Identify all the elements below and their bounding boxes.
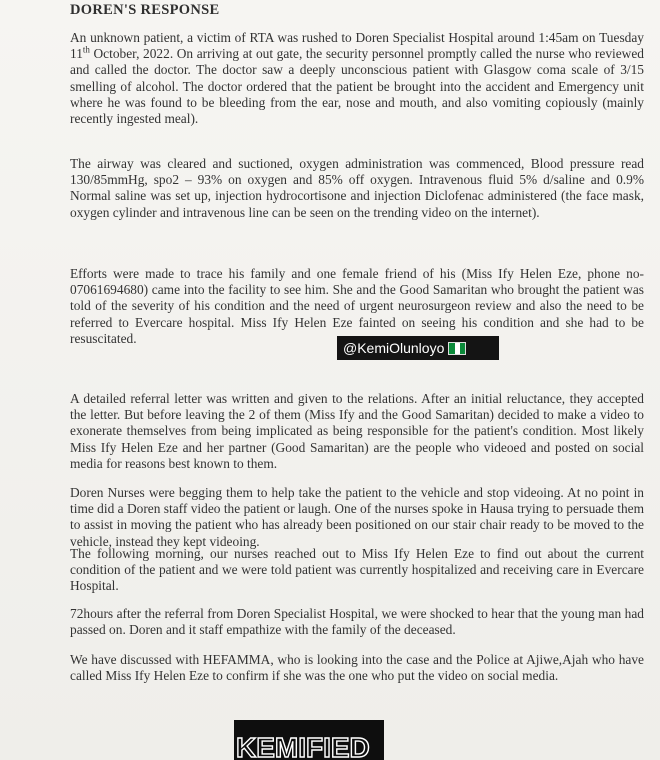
flag-stripe-right — [460, 343, 465, 354]
paragraph-1 — [70, 30, 644, 127]
paragraph-1-text-a: An unknown patient, a victim of RTA was rushed to Doren Specialist Hospital around 1:45am on Tuesday 11 — [70, 30, 644, 62]
stamp-text: KEMIFIED — [236, 732, 370, 760]
paragraph-1-text-b: October, 2022. On arriving at out gate, the security personnel promptly called the nurse who reviewed and called the doctor. The doctor saw a deeply unconscious patient with Glasgow coma scale of 3/15 smelling of alcohol. The doctor ordered that the patient be brought into the accident and Emergency unit where he was found to be bleeding from the ear, nose and mouth, and also vomiting copiously (mainly recently ingested meal). — [70, 46, 644, 127]
document-heading: DOREN'S RESPONSE — [70, 2, 220, 18]
paragraph-8: We have discussed with HEFAMMA, who is looking into the case and the Police at Ajiwe,Ajah who have called Miss Ify Helen Eze to confirm if she was the one who put the video on social media. — [70, 652, 644, 684]
watermark-handle — [337, 336, 499, 360]
paragraph-7: 72hours after the referral from Doren Specialist Hospital, we were shocked to hear that the young man had passed on. Doren and it staff empathize with the family of the deceased. — [70, 606, 644, 638]
paragraph-5: Doren Nurses were begging them to help take the patient to the vehicle and stop videoing. At no point in time did a Doren staff video the patient or laugh. One of the nurses spoke in Hausa trying to persuade them to assist in moving the patient who has already been positioned on our stair chair ready to be moved to the vehicle, instead they kept videoing. — [70, 485, 644, 549]
paragraph-3: Efforts were made to trace his family and one female friend of his (Miss Ify Helen Eze, phone no- 07061694680) came into the facility to see him. She and the Good Samaritan who brought the patient was told of the severity of his condition and the need of urgent neurosurgeon review and also the need to be referred to Evercare hospital. Miss Ify Helen Eze fainted on seeing his condition and she had to be resuscitated. — [70, 266, 644, 346]
paragraph-4: A detailed referral letter was written and given to the relations. After an initial reluctance, they accepted the letter. But before leaving the 2 of them (Miss Ify and the Good Samaritan) decided to make a video to exonerate themselves from being implicated as being responsible for the patient's condition. Most likely Miss Ify Helen Eze and her partner (Good Samaritan) are the people who videoed and posted on social media for reasons best known to them. — [70, 391, 644, 471]
paragraph-2: The airway was cleared and suctioned, oxygen administration was commenced, Blood pressure read 130/85mmHg, spo2 – 93% on oxygen and 85% off oxygen. Intravenous fluid 5% d/saline and 0.9% Normal saline was set up, injection hydrocortisone and injection Diclofenac administered (the face mask, oxygen cylinder and intravenous line can be seen on the trending video on the internet). — [70, 156, 644, 220]
ordinal-suffix: th — [82, 44, 90, 55]
nigeria-flag-icon — [448, 342, 466, 355]
paragraph-6: The following morning, our nurses reached out to Miss Ify Helen Eze to find out about the current condition of the patient and we were told patient was currently hospitalized and receiving care in Evercare Hospital. — [70, 546, 644, 594]
watermark-handle-text: @KemiOlunloyo — [343, 340, 445, 356]
kemified-stamp — [234, 720, 384, 760]
